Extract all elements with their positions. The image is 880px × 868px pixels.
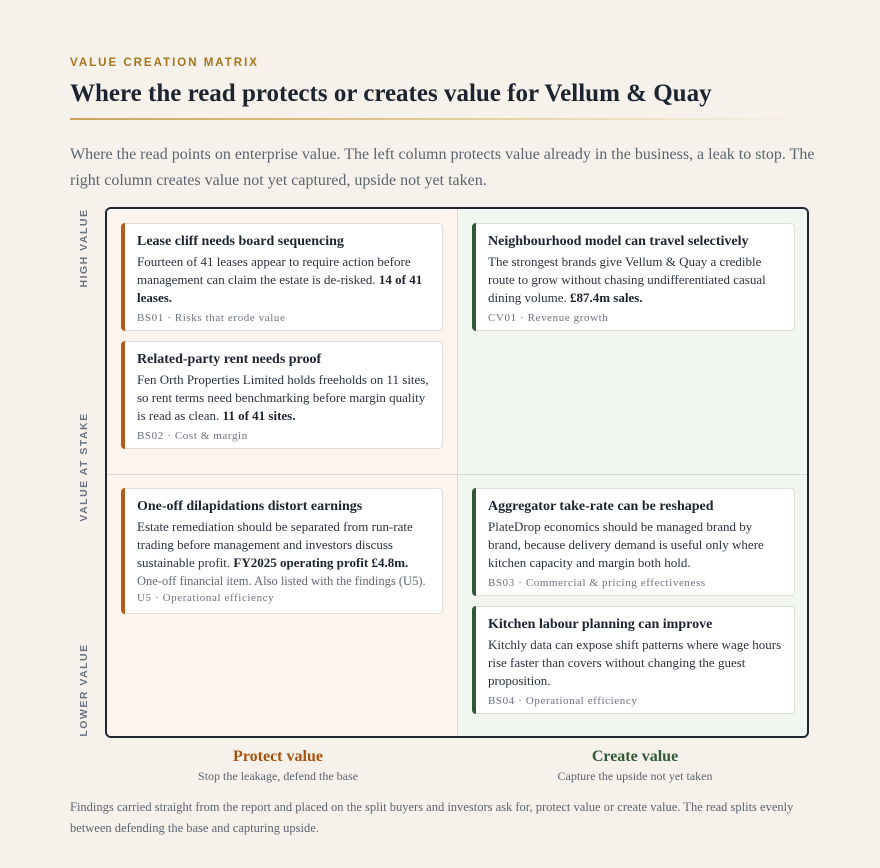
card-title: One-off dilapidations distort earnings — [137, 499, 363, 514]
protect-value-header — [128, 748, 428, 784]
card-body: Fen Orth Properties Limited holds freeholds on 11 sites, so rent terms need benchmarking before margin quality is read as clean. 11 of 41 sites. — [137, 372, 429, 423]
card-meta: BS02 · Cost & margin — [137, 430, 248, 442]
protect-value-label: Protect value — [233, 748, 323, 765]
card-title: Aggregator take-rate can be reshaped — [488, 499, 714, 514]
card-metric: 14 of 41 leases. — [137, 272, 423, 305]
card-note: One-off financial item. Also listed with the findings (U5). — [137, 574, 426, 588]
card-meta: BS03 · Commercial & pricing effectiveness — [488, 577, 706, 589]
card-metric: 11 of 41 sites. — [222, 408, 296, 423]
card-title: Neighbourhood model can travel selectively — [488, 234, 749, 249]
title-divider — [70, 118, 810, 120]
card-title: Related-party rent needs proof — [137, 352, 322, 367]
footnote: Findings carried straight from the report and placed on the split buyers and investors ask for, protect value or create value. The read splits evenly between defending the base and capturing upside. — [70, 800, 794, 835]
finding-card-bs04[interactable] — [472, 606, 795, 714]
card-body: Kitchly data can expose shift patterns where wage hours rise faster than covers without changing the guest proposition. — [488, 637, 782, 688]
matrix-midline — [107, 474, 807, 475]
page-title: Where the read protects or creates value for Vellum & Quay — [70, 80, 712, 107]
create-value-label: Create value — [591, 748, 679, 765]
finding-card-u5[interactable] — [121, 488, 443, 614]
card-title: Lease cliff needs board sequencing — [137, 234, 344, 249]
finding-card-bs03[interactable] — [472, 488, 795, 596]
card-meta: BS01 · Risks that erode value — [137, 312, 286, 324]
card-metric: FY2025 operating profit £4.8m. — [233, 555, 409, 570]
finding-card-bs01[interactable] — [121, 223, 443, 331]
create-value-sub: Capture the upside not yet taken — [557, 769, 713, 783]
protect-value-sub: Stop the leakage, defend the base — [198, 769, 358, 783]
finding-card-cv01[interactable] — [472, 223, 795, 331]
card-body: PlateDrop economics should be managed brand by brand, because delivery demand is useful only where kitchen capacity and margin both hold. — [488, 519, 764, 570]
card-metric: £87.4m sales. — [569, 290, 643, 305]
create-value-header — [485, 748, 785, 784]
value-matrix — [105, 207, 809, 738]
card-title: Kitchen labour planning can improve — [488, 617, 713, 632]
card-body: Estate remediation should be separated from run-rate trading before management and investors discuss sustainable profit. FY2025 operating profit £4.8m. — [137, 519, 413, 570]
intro-text: Where the read points on enterprise value. The left column protects value already in the business, a leak to stop. The right column creates value not yet captured, upside not yet taken. — [70, 146, 815, 189]
card-meta: CV01 · Revenue growth — [488, 312, 609, 324]
card-body: The strongest brands give Vellum & Quay a credible route to grow without chasing undifferentiated casual dining volume. £87.4m sales. — [488, 254, 766, 305]
card-meta: BS04 · Operational efficiency — [488, 695, 638, 707]
eyebrow-label: VALUE CREATION MATRIX — [70, 57, 259, 69]
finding-card-bs02[interactable] — [121, 341, 443, 449]
card-meta: U5 · Operational efficiency — [137, 592, 275, 604]
card-body: Fourteen of 41 leases appear to require action before management can claim the estate is de-risked. 14 of 41 leases. — [137, 254, 423, 305]
